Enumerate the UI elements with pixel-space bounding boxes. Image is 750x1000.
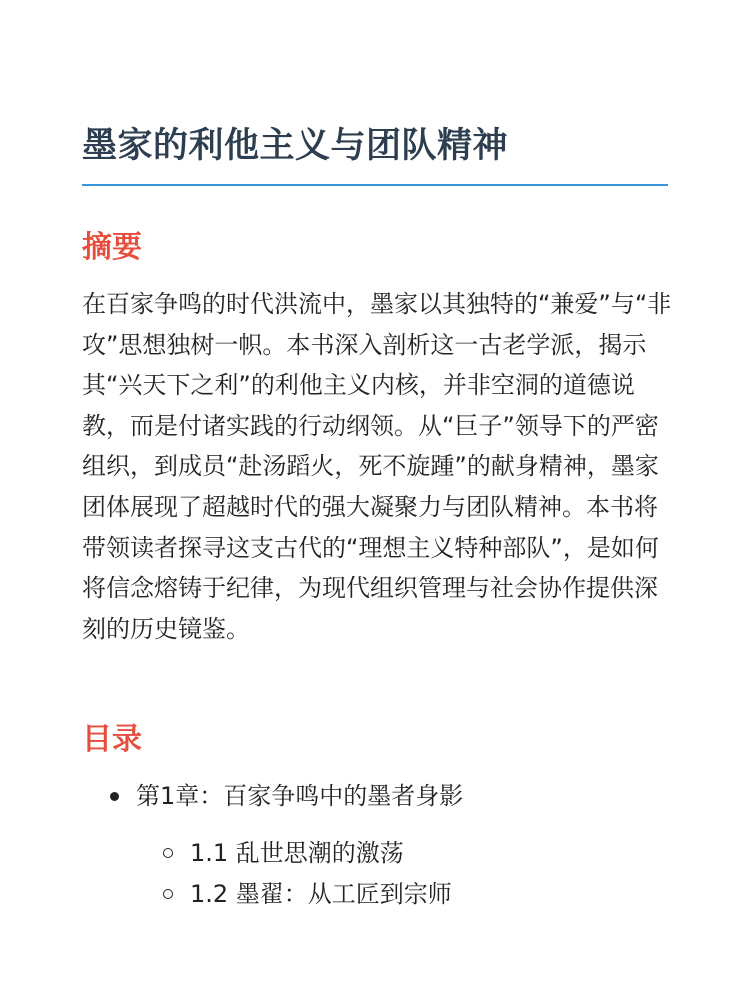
toc-section-1-2[interactable] <box>136 876 672 912</box>
bullet-circle-icon <box>163 889 173 899</box>
toc-section-label: 1.2 墨翟：从工匠到宗师 <box>190 880 452 908</box>
toc-heading: 目录 <box>82 722 142 757</box>
page-title: 墨家的利他主义与团队精神 <box>82 126 509 166</box>
abstract-heading: 摘要 <box>82 230 142 265</box>
toc-section-1-1[interactable] <box>136 835 672 871</box>
toc-chapter-1[interactable] <box>82 778 672 912</box>
title-divider <box>82 184 668 186</box>
bullet-circle-icon <box>163 848 173 858</box>
table-of-contents <box>82 778 672 917</box>
toc-chapter-label: 第1章：百家争鸣中的墨者身影 <box>136 782 464 810</box>
bullet-disc-icon <box>110 792 119 801</box>
toc-chapter-1-sections <box>136 835 672 912</box>
toc-section-label: 1.1 乱世思潮的激荡 <box>190 839 404 867</box>
abstract-text: 在百家争鸣的时代洪流中，墨家以其独特的“兼爱”与“非攻”思想独树一帜。本书深入剖析这一古老学派，揭示其“兴天下之利”的利他主义内核，并非空洞的道德说教，而是付诸实践的行动纲领。从“巨子”领导下的严密组织，到成员“赴汤蹈火，死不旋踵”的献身精神，墨家团体展现了超越时代的强大凝聚力与团队精神。本书将带领读者探寻这支古代的“理想主义特种部队”，是如何将信念熔铸于纪律，为现代组织管理与社会协作提供深刻的历史镜鉴。 <box>82 290 672 643</box>
